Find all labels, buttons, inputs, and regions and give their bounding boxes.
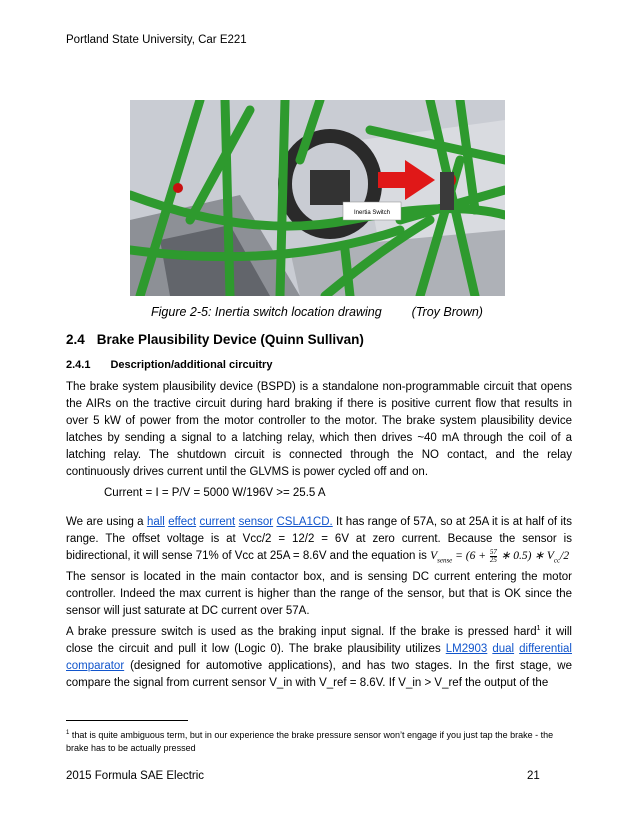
footnote-ref[interactable]: 1 (536, 625, 541, 633)
link-lm2903[interactable]: LM2903 (445, 643, 488, 655)
footer-title: 2015 Formula SAE Electric (66, 770, 205, 782)
paragraph-bspd-description: The brake system plausibility device (BSPD) is a standalone non-programmable circuit that opens the AIRs on the tractive circuit during hard braking if there is positive current flow that results in over 5 kW of power from the motor controller to the motor. The brake system plausibility device latches by sending a signal to a latching relay, which then drives ~40 mA through the coil of a latching relay. The shutdown circuit is connected through the NO contact, and the relay continuously drives current until the GLVMS is power cycled off and on. (66, 381, 572, 478)
section-title: Brake Plausibility Device (Quinn Sullivan) (96, 332, 364, 347)
section-number: 2.4 (66, 332, 85, 347)
footnote: $^1$ that is quite ambiguous term, but in our experience the brake pressure sensor won’t engage if you just tap the brake - the brake has to be actually pressed (66, 730, 554, 753)
link-dual[interactable]: dual (492, 643, 515, 655)
figure-caption (151, 305, 483, 319)
footnote-divider (66, 720, 188, 721)
paragraph-sensor-location: The sensor is located in the main contactor box, and is sensing DC current entering the motor controller. Indeed the max current is higher than the range of the sensor, but that is OK since the sensor will just saturate at DC current over 57A. (66, 571, 572, 617)
section-heading (66, 332, 364, 347)
caption-author: (Troy Brown) (411, 305, 483, 319)
subsection-heading (66, 359, 272, 371)
page-header: Portland State University, Car E221 (66, 34, 247, 46)
roll-cage-drawing (130, 100, 505, 296)
link-csla1cd[interactable]: CSLA1CD. (276, 516, 333, 528)
link-sensor[interactable]: sensor (238, 516, 274, 528)
link-effect[interactable]: effect (168, 516, 197, 528)
inertia-switch-figure (130, 100, 505, 296)
subsection-title: Description/additional circuitry (110, 359, 273, 371)
link-differential-comparator[interactable]: differential comparator (66, 643, 572, 672)
current-formula: Current = I = P/V = 5000 W/196V >= 25.5 A (104, 487, 326, 499)
paragraph-brake-pressure: A brake pressure switch is used as the braking input signal. If the brake is pressed hard$^1$ it will close the circuit and pull it low (Logic 0). The brake plausibility utilizes LM2903 dual differential comparator (designed for automotive applications), and has two stages. In the first stage, we compare the signal from current sensor V_in with V_ref = 8.6V. If V_in > V_ref the output of the (66, 625, 572, 689)
subsection-number: 2.4.1 (66, 359, 91, 371)
link-hall[interactable]: hall (146, 516, 165, 528)
figure-label: Inertia Switch (353, 210, 391, 216)
link-current[interactable]: current (199, 516, 236, 528)
caption-text: Figure 2-5: Inertia switch location drawing (151, 305, 382, 319)
sense-equation: $V_{sense} = (6$ + $\frac{57}{25}$ ∗ 0.5) ∗ $V_{cc}/2$ (430, 547, 570, 565)
paragraph-current-sensor: We are using a hall effect current sensor CSLA1CD. It has range of 57A, so at 25A it is at half of its range. The offset voltage is at Vcc/2 = 12/2 = 6V at zero current. Because the sensor is bidirectional, it will sense 71% of Vcc at 25A = 8.6V and the equation is $V_{sense} = (6$ + $\frac{57}{25}$ ∗ 0.5) ∗ $V_{cc}/2$ (66, 516, 572, 565)
page-number: 21 (527, 770, 540, 782)
